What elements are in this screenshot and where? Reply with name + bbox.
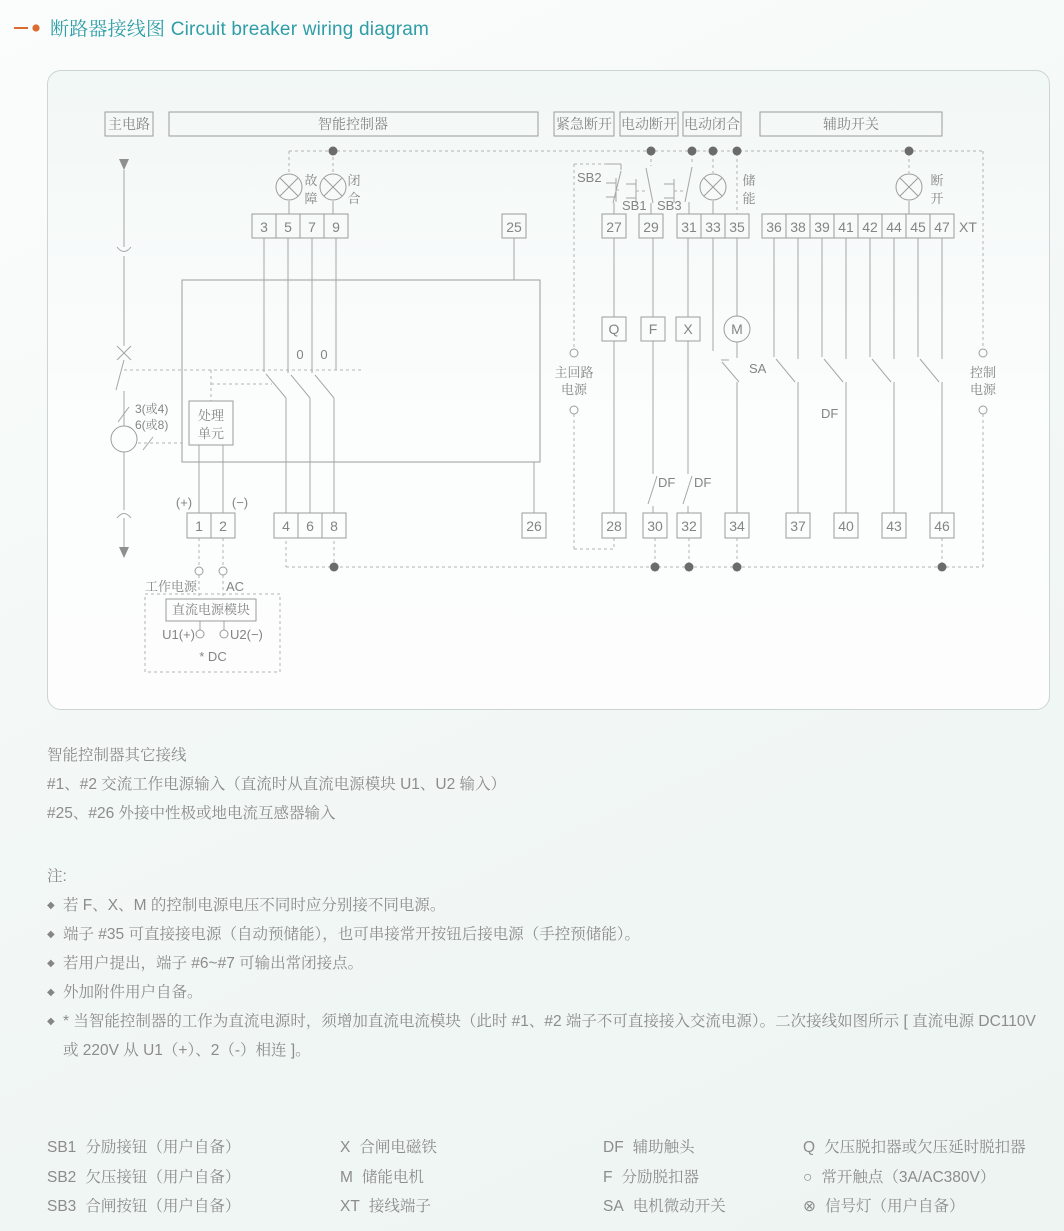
legend-item-f	[603, 1163, 726, 1193]
terminal-37: 37	[790, 518, 806, 534]
fault-lamp-icon	[276, 174, 302, 200]
header-controller: 智能控制器	[318, 116, 388, 132]
legend-item-no-contact	[803, 1163, 1026, 1193]
terminal-30: 30	[647, 518, 663, 534]
u1-terminal-label: U1(+)	[162, 627, 195, 642]
header-labels	[108, 116, 879, 132]
charged-lamp-icon	[700, 174, 726, 200]
ac-label: AC	[226, 579, 245, 594]
terminal-32: 32	[681, 518, 697, 534]
main-power-label-2: 电源	[560, 382, 588, 397]
page-title	[50, 14, 429, 41]
terminal-9: 9	[332, 219, 340, 235]
signal-lamp-icon: ⊗	[803, 1198, 816, 1215]
dashed-control-bus-lines	[124, 151, 983, 672]
bullet-diamond-icon: ◆	[47, 1016, 55, 1027]
terminal-44: 44	[886, 219, 902, 235]
terminal-42: 42	[862, 219, 878, 235]
terminal-45: 45	[910, 219, 926, 235]
terminal-47: 47	[934, 219, 950, 235]
legend-item-sb1	[47, 1133, 240, 1163]
terminal-5: 5	[284, 219, 292, 235]
open-lamp-label-2: 开	[930, 191, 944, 206]
header-electric-open: 电动断开	[621, 116, 677, 132]
zero-contact-label-1: 0	[296, 347, 304, 362]
legend-desc: 欠压脱扣器或欠压延时脱扣器	[824, 1139, 1026, 1156]
terminal-1: 1	[195, 518, 203, 534]
legend-item-sa	[603, 1192, 726, 1222]
legend-desc: 分励接钮（用户自备）	[85, 1139, 241, 1156]
terminal-6: 6	[306, 518, 314, 534]
legend-symbol: SA	[603, 1198, 624, 1215]
terminal-25: 25	[506, 219, 522, 235]
df-contact-label-f: DF	[658, 475, 676, 490]
header-aux-switch: 辅助开关	[823, 116, 879, 132]
dc-note-label: * DC	[199, 649, 227, 664]
working-power-label: 工作电源	[145, 579, 198, 594]
x-solenoid-label: X	[683, 321, 693, 337]
note-item	[47, 978, 1042, 1007]
terminal-3: 3	[260, 219, 268, 235]
terminal-39: 39	[814, 219, 830, 235]
closed-lamp-label-2: 合	[347, 191, 361, 206]
incoming-feed-arrow	[119, 159, 129, 170]
terminal-34: 34	[729, 518, 745, 534]
note-text: 若 F、X、M 的控制电源电压不同时应分别接不同电源。	[63, 897, 446, 914]
legend-symbol: DF	[603, 1139, 624, 1156]
legend-desc: 合闸电磁铁	[359, 1139, 437, 1156]
terminal-26: 26	[526, 518, 542, 534]
header-electric-close: 电动闭合	[684, 116, 740, 132]
df-contact-label-aux: DF	[821, 406, 839, 421]
terminal-29: 29	[643, 219, 659, 235]
legend-item-signal-lamp	[803, 1192, 1026, 1222]
terminal-33: 33	[705, 219, 721, 235]
legend-item-sb3	[47, 1192, 240, 1222]
legend-desc: 分励脱扣器	[621, 1168, 699, 1186]
legend-column-4	[803, 1133, 1026, 1222]
other-wiring-line-1: #1、#2 交流工作电源输入（直流时从直流电源模块 U1、U2 输入）	[47, 776, 507, 793]
processing-unit-label-2: 单元	[197, 426, 225, 441]
legend-desc: 辅助触头	[632, 1139, 695, 1156]
bullet-diamond-icon: ◆	[47, 929, 55, 940]
note-item	[47, 1007, 1042, 1065]
notes-heading: 注:	[47, 868, 67, 885]
legend-symbol: SB3	[47, 1198, 77, 1215]
sa-switch-label: SA	[749, 361, 767, 376]
fault-lamp-label-2: 障	[304, 191, 318, 206]
wiring-diagram	[48, 71, 1049, 709]
open-lamp-icon	[896, 174, 922, 200]
page-title-zh: 断路器接线图	[50, 19, 166, 40]
other-wiring-line-2: #25、#26 外接中性极或地电流互感器输入	[47, 805, 336, 822]
terminal-36: 36	[766, 219, 782, 235]
legend-symbol: XT	[340, 1198, 360, 1215]
charged-lamp-label-2: 能	[742, 191, 756, 206]
legend-desc: 储能电机	[361, 1168, 424, 1186]
df-contact-label-x: DF	[694, 475, 712, 490]
control-power-label-2: 电源	[969, 382, 997, 397]
zero-contact-label-2: 0	[320, 347, 328, 362]
fault-lamp-label-1: 故	[304, 173, 318, 188]
current-transformer-icon	[111, 426, 137, 452]
legend-desc: 常开触点（3A/AC380V）	[821, 1168, 996, 1186]
legend-desc: 电机微动开关	[632, 1198, 726, 1215]
legend-desc: 合闸按钮（用户自备）	[85, 1198, 241, 1215]
terminal-40: 40	[838, 518, 854, 534]
closed-lamp-label-1: 闭	[347, 173, 361, 188]
terminal-4: 4	[282, 518, 290, 534]
legend-column-3	[603, 1133, 726, 1222]
bullet-diamond-icon: ◆	[47, 958, 55, 969]
legend-symbol: F	[603, 1168, 613, 1186]
terminal-2: 2	[219, 518, 227, 534]
title-dash-dot-icon	[13, 21, 43, 35]
legend-item-q	[803, 1133, 1026, 1163]
processing-unit-label-1: 处理	[197, 408, 225, 423]
note-item	[47, 891, 1042, 920]
header-boxes	[105, 112, 942, 136]
note-text: 若用户提出，端子 #6~#7 可输出常闭接点。	[63, 955, 364, 972]
q-release-label: Q	[608, 321, 620, 337]
legend-symbol: Q	[803, 1139, 816, 1156]
legend-symbol: SB2	[47, 1168, 77, 1186]
u2-terminal-label: U2(−)	[230, 627, 263, 642]
outgoing-feed-arrow	[119, 547, 129, 558]
page-title-en: Circuit breaker wiring diagram	[170, 19, 430, 40]
header-emergency-open: 紧急断开	[556, 116, 612, 132]
dc-module-label: 直流电源模块	[171, 602, 251, 617]
terminal-27: 27	[606, 219, 622, 235]
bullet-diamond-icon: ◆	[47, 900, 55, 911]
terminal-31: 31	[681, 219, 697, 235]
note-text: 外加附件用户自备。	[63, 984, 203, 1001]
terminal-38: 38	[790, 219, 806, 235]
note-text: 端子 #35 可直接接电源（自动预储能），也可串接常开按钮后接电源（手控预储能）。	[63, 926, 640, 943]
legend-item-x	[340, 1133, 437, 1163]
open-contact-icon: ○	[803, 1168, 813, 1186]
notes-section	[47, 862, 1042, 1065]
bullet-diamond-icon: ◆	[47, 987, 55, 998]
sb3-label: SB3	[657, 198, 682, 213]
terminal-28: 28	[606, 518, 622, 534]
main-power-label-1: 主回路	[554, 365, 594, 380]
note-text: * 当智能控制器的工作为直流电源时，须增加直流电流模块（此时 #1、#2 端子不可直接接入交流电源）。二次接线如图所示 [ 直流电源 DC110V 或 220V 从 U1（+）、2（-）相连 ]。	[63, 1013, 1036, 1059]
legend-desc: 欠压接钮（用户自备）	[85, 1168, 241, 1186]
legend-item-df	[603, 1133, 726, 1163]
legend-column-2	[340, 1133, 437, 1222]
plus-polarity-label: (+)	[175, 495, 193, 510]
legend-desc: 信号灯（用户自备）	[825, 1198, 965, 1215]
legend-desc: 接线端子	[368, 1198, 431, 1215]
closed-lamp-icon	[320, 174, 346, 200]
other-wiring-section	[47, 741, 1037, 828]
terminal-7: 7	[308, 219, 316, 235]
terminal-8: 8	[330, 518, 338, 534]
legend-symbol: SB1	[47, 1139, 77, 1156]
conductor-count-label-2: 6(或8)	[135, 418, 169, 432]
conductor-count-label-1: 3(或4)	[135, 402, 169, 416]
legend-symbol: X	[340, 1139, 351, 1156]
note-item	[47, 920, 1042, 949]
terminal-43: 43	[886, 518, 902, 534]
legend-item-sb2	[47, 1163, 240, 1193]
terminal-46: 46	[934, 518, 950, 534]
legend-item-xt	[340, 1192, 437, 1222]
legend-symbol: M	[340, 1168, 353, 1186]
power-source-terminal-circles	[195, 349, 987, 638]
minus-polarity-label: (−)	[231, 495, 249, 510]
controller-body-box	[182, 280, 540, 462]
control-power-label-1: 控制	[969, 365, 997, 380]
sb1-label: SB1	[622, 198, 647, 213]
other-wiring-heading: 智能控制器其它接线	[47, 747, 187, 764]
charged-lamp-label-1: 储	[742, 173, 756, 188]
sb2-label: SB2	[577, 170, 602, 185]
m-motor-label: M	[731, 321, 743, 337]
open-lamp-label-1: 断	[930, 173, 944, 188]
legend-item-m	[340, 1163, 437, 1193]
terminal-35: 35	[729, 219, 745, 235]
terminal-41: 41	[838, 219, 854, 235]
f-release-label: F	[648, 321, 658, 337]
note-item	[47, 949, 1042, 978]
legend-column-1	[47, 1133, 240, 1222]
wiring-diagram-panel	[47, 70, 1050, 710]
header-main-circuit: 主电路	[108, 116, 150, 132]
terminal-strip-xt-label: XT	[959, 219, 977, 235]
page-title-row	[13, 14, 429, 41]
